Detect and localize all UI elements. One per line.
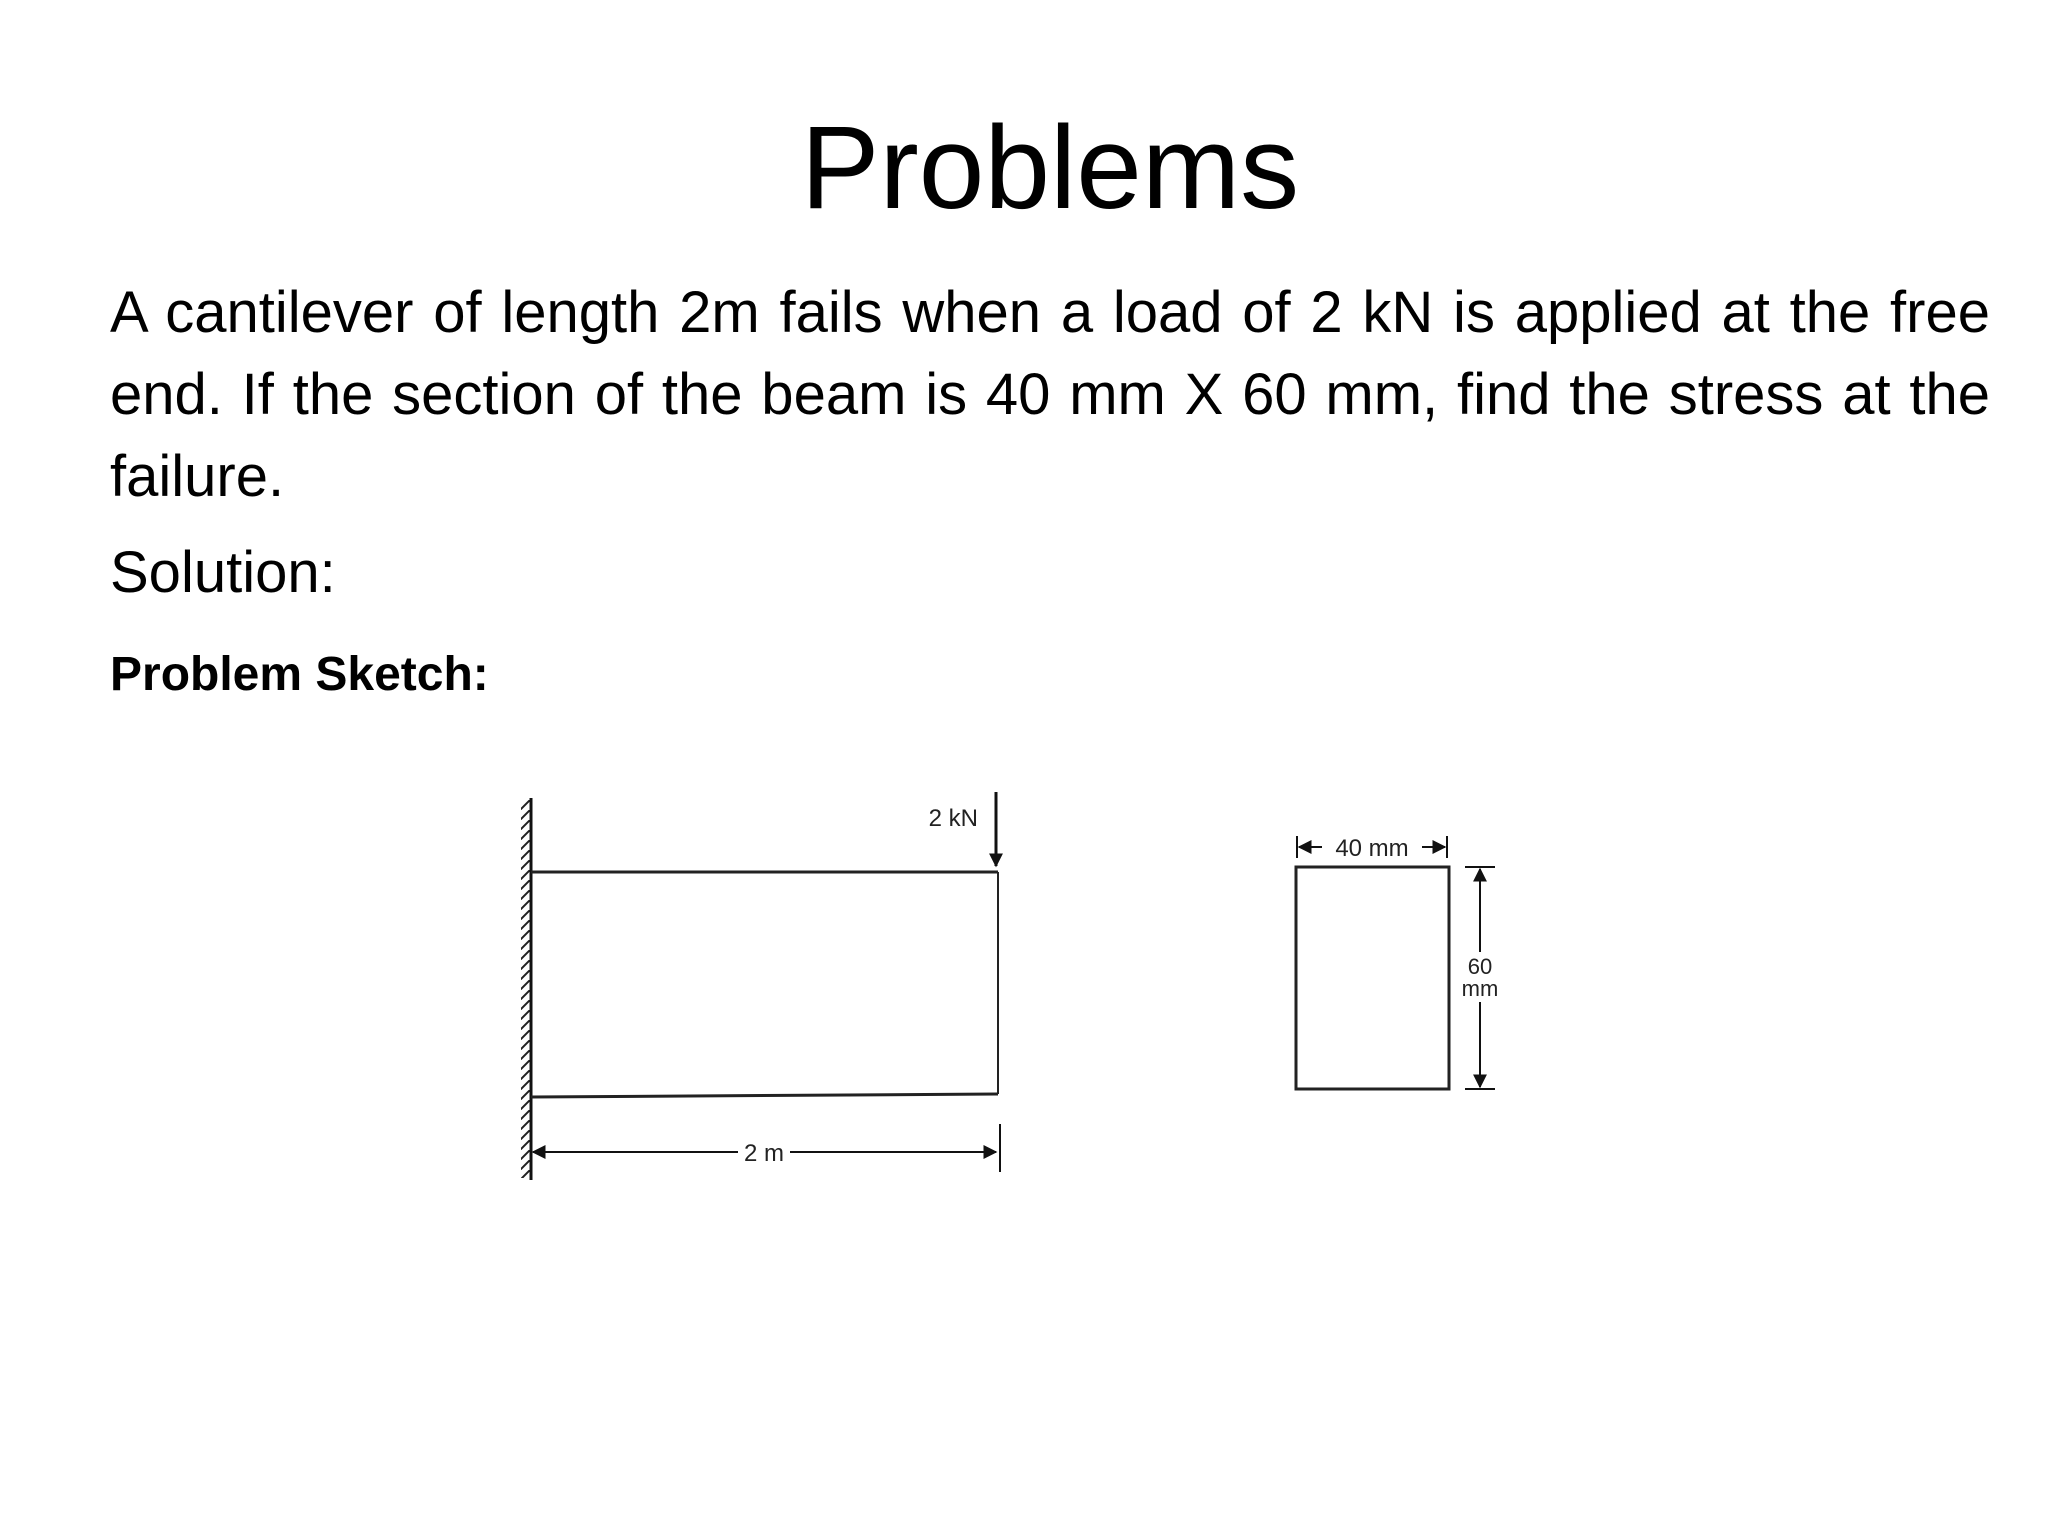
load-label: 2 kN — [928, 805, 978, 832]
slide-title: Problems — [800, 102, 1300, 234]
cantilever-beam — [531, 872, 998, 1097]
width-label: 40 mm — [1335, 835, 1409, 862]
length-label: 2 m — [743, 1140, 785, 1167]
problem-sketch-label: Problem Sketch: — [110, 648, 489, 701]
height-label-value: 60 — [1467, 954, 1493, 979]
solution-label: Solution: — [110, 540, 336, 605]
problem-statement: A cantilever of length 2m fails when a load of 2 kN is applied at the free end. If the section of the beam is 40 mm X 60 mm, find the stress at the failure. — [110, 280, 1990, 509]
height-label-unit: mm — [1461, 976, 1499, 1001]
fixed-support — [521, 798, 531, 1180]
cross-section — [1296, 867, 1449, 1089]
